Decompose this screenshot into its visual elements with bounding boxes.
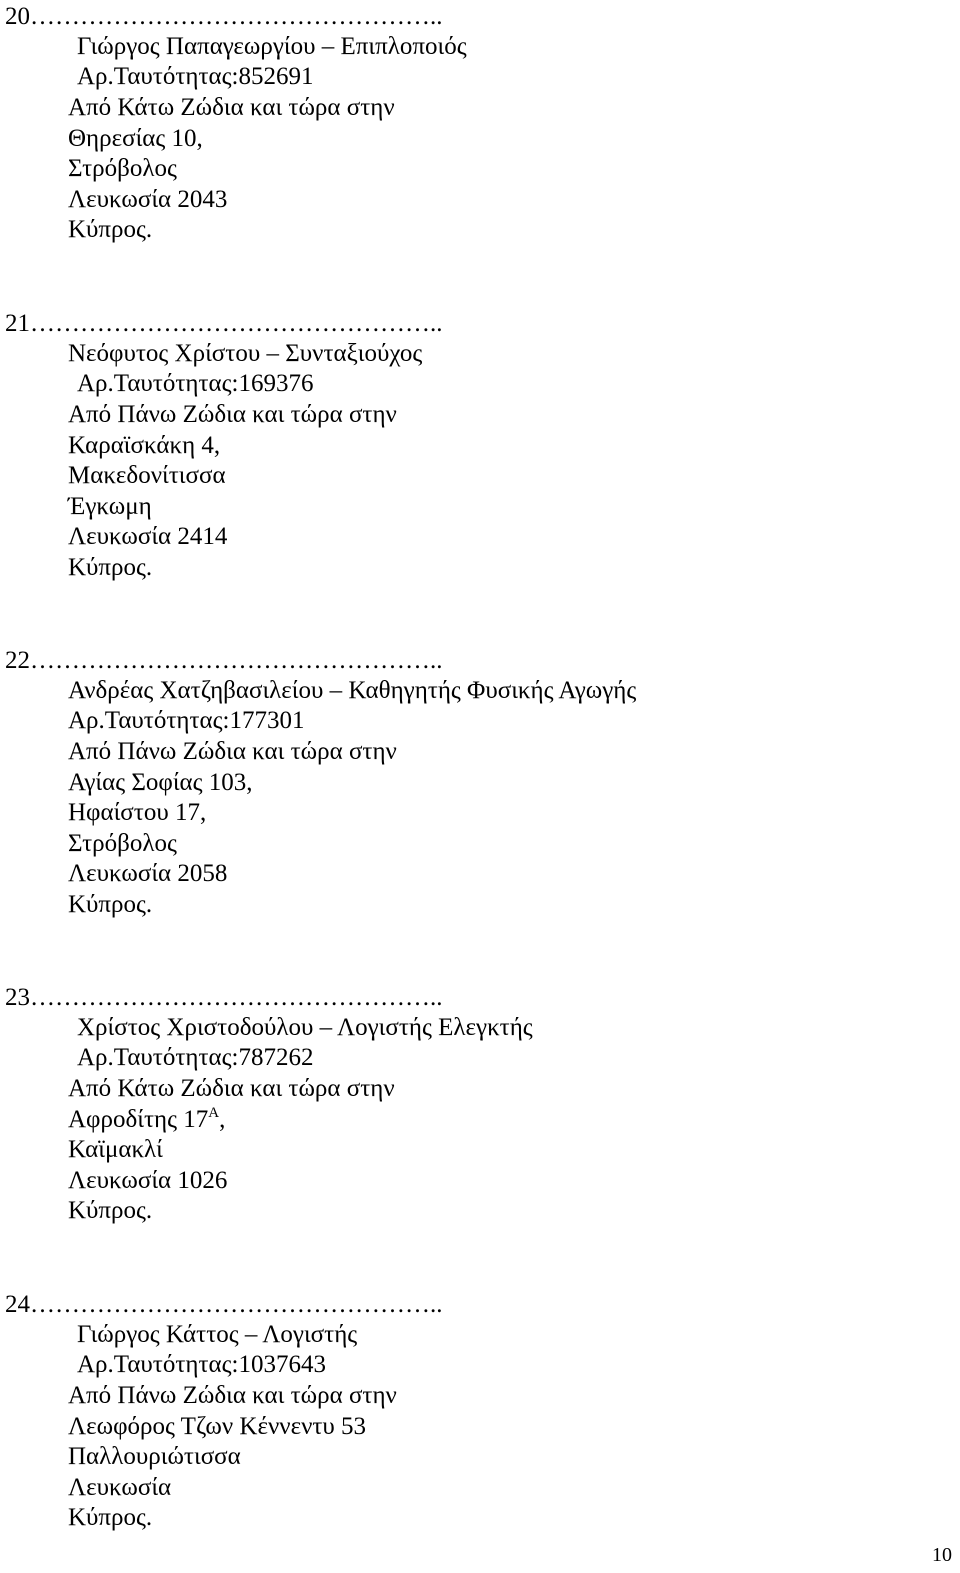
street-address-line [68, 1105, 225, 1135]
origin-line: Από Πάνω Ζώδια και τώρα στην [68, 738, 397, 765]
address-line: Κύπρος. [68, 1197, 153, 1224]
id-number: Αρ.Ταυτότητας:852691 [77, 63, 314, 90]
address-line: Μακεδονίτισσα [68, 462, 226, 489]
entry-marker: 22………………………………………….. [5, 647, 443, 674]
address-line: Θηρεσίας 10, [68, 125, 203, 152]
address-line: Καϊμακλί [68, 1136, 163, 1163]
entry-marker: 21………………………………………….. [5, 310, 443, 337]
person-name-occupation: Γιώργος Κάττος – Λογιστής [77, 1321, 358, 1348]
origin-line: Από Πάνω Ζώδια και τώρα στην [68, 1382, 397, 1409]
address-line: Κύπρος. [68, 216, 153, 243]
address-line: Έγκωμη [68, 493, 152, 520]
address-line: Κύπρος. [68, 1504, 153, 1531]
id-number: Αρ.Ταυτότητας:169376 [77, 370, 314, 397]
origin-line: Από Κάτω Ζώδια και τώρα στην [68, 94, 395, 121]
person-name-occupation: Νεόφυτος Χρίστου – Συνταξιούχος [68, 340, 423, 367]
address-line: Λευκωσία 2043 [68, 186, 228, 213]
origin-line: Από Πάνω Ζώδια και τώρα στην [68, 401, 397, 428]
street-number-superscript: Α [208, 1105, 220, 1121]
address-line: Λεωφόρος Τζων Κέννεντυ 53 [68, 1413, 367, 1440]
person-name-occupation: Χρίστος Χριστοδούλου – Λογιστής Ελεγκτής [77, 1014, 533, 1041]
address-line: Στρόβολος [68, 830, 177, 857]
street-trailing-comma: , [219, 1106, 226, 1133]
address-line: Στρόβολος [68, 155, 177, 182]
id-number: Αρ.Ταυτότητας:1037643 [77, 1351, 326, 1378]
address-line: Λευκωσία 2414 [68, 523, 228, 550]
address-line: Κύπρος. [68, 891, 153, 918]
address-line: Αγίας Σοφίας 103, [68, 769, 253, 796]
address-line: Λευκωσία [68, 1474, 172, 1501]
entry-marker: 23………………………………………….. [5, 984, 443, 1011]
entry-marker: 20………………………………………….. [5, 3, 443, 30]
address-line: Λευκωσία 2058 [68, 860, 228, 887]
address-line: Ηφαίστου 17, [68, 799, 207, 826]
street-name: Αφροδίτης 17 [68, 1106, 209, 1133]
person-name-occupation: Γιώργος Παπαγεωργίου – Επιπλοποιός [77, 33, 467, 60]
entry-marker: 24………………………………………….. [5, 1291, 443, 1318]
address-line: Κύπρος. [68, 554, 153, 581]
id-number: Αρ.Ταυτότητας:177301 [68, 707, 305, 734]
address-line: Λευκωσία 1026 [68, 1167, 228, 1194]
address-line: Παλλουριώτισσα [68, 1443, 241, 1470]
address-line: Καραϊσκάκη 4, [68, 432, 221, 459]
page-number: 10 [932, 1544, 952, 1566]
origin-line: Από Κάτω Ζώδια και τώρα στην [68, 1075, 395, 1102]
person-name-occupation: Ανδρέας Χατζηβασιλείου – Καθηγητής Φυσικής Αγωγής [68, 677, 637, 704]
id-number: Αρ.Ταυτότητας:787262 [77, 1044, 314, 1071]
